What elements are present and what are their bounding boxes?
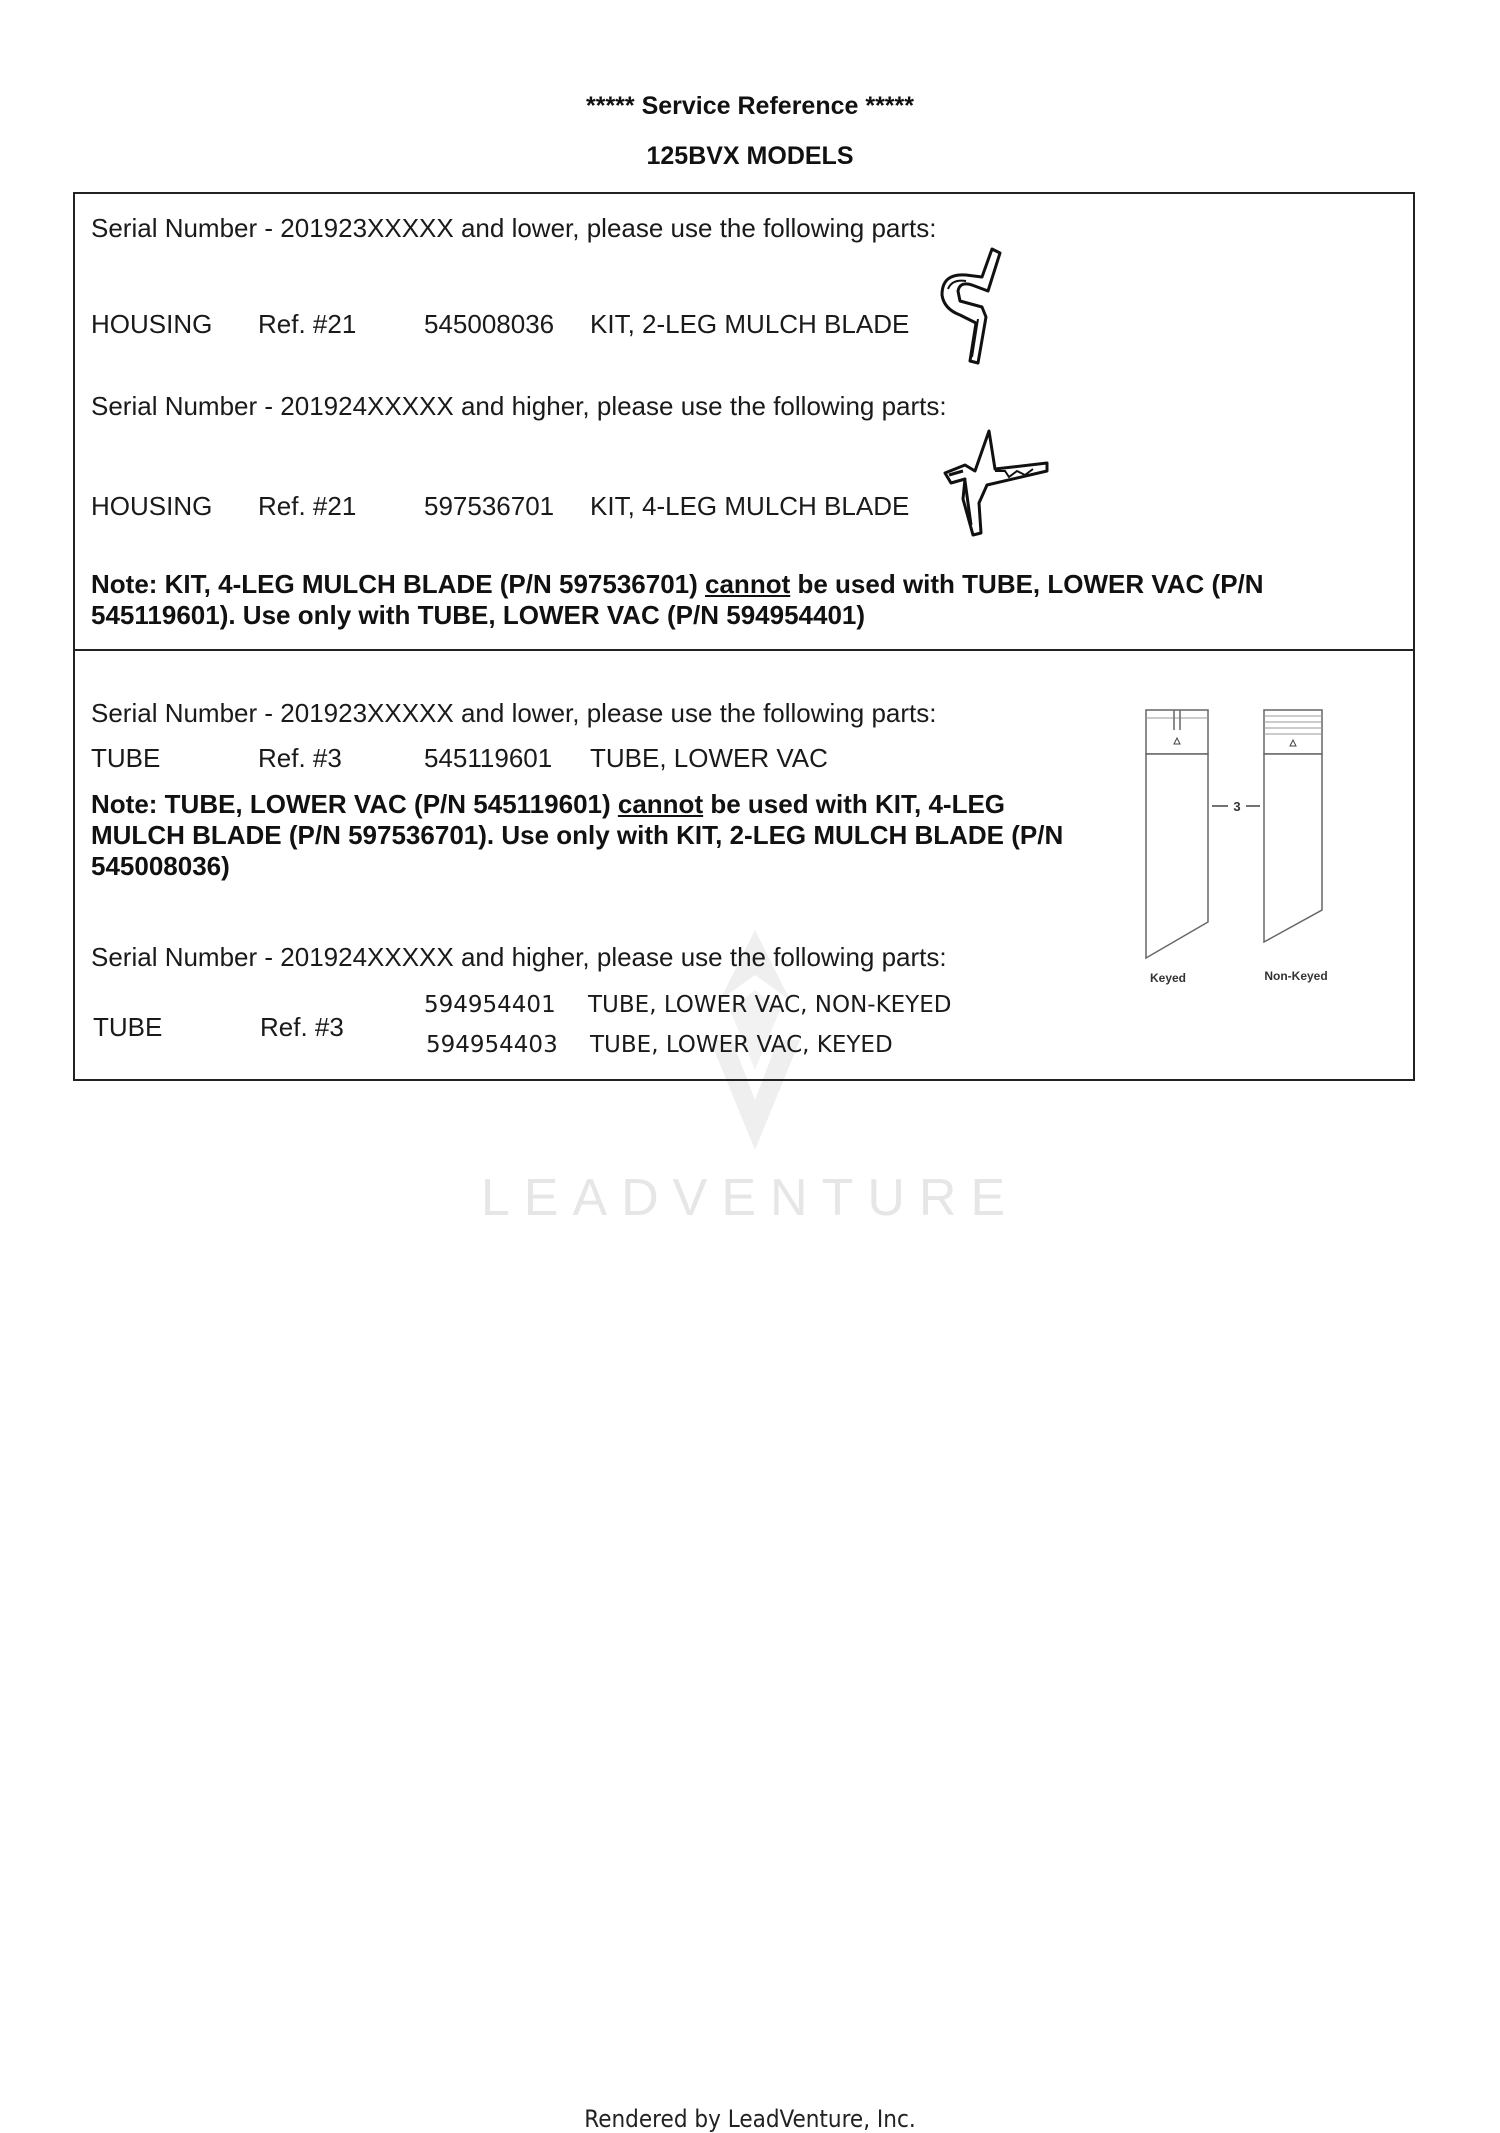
diagram-ref-label: 3 bbox=[1233, 799, 1241, 814]
part-number: 545119601 bbox=[424, 743, 553, 773]
keyed-label: Keyed bbox=[1149, 971, 1187, 985]
part-name: HOUSING bbox=[91, 309, 213, 339]
tube-compatibility-note: Note: TUBE, LOWER VAC (P/N 545119601) cannot be used with KIT, 4-LEG MULCH BLADE (P/N 597536701). Use only with KIT, 2-LEG MULCH BLADE (P/N 545008036) bbox=[91, 789, 1064, 881]
page-header-title: ***** Service Reference ***** bbox=[586, 92, 914, 120]
part-ref: Ref. #21 bbox=[258, 309, 357, 339]
part-ref: Ref. #3 bbox=[258, 743, 342, 773]
serial-higher-text: Serial Number - 201924XXXXX and higher, please use the following parts: bbox=[91, 942, 947, 972]
part-number: 597536701 bbox=[424, 491, 555, 521]
serial-higher-text: Serial Number - 201924XXXXX and higher, please use the following parts: bbox=[91, 391, 947, 421]
part-ref: Ref. #3 bbox=[260, 1012, 344, 1042]
part-description: KIT, 2-LEG MULCH BLADE bbox=[590, 309, 910, 339]
part-description: TUBE, LOWER VAC, NON-KEYED bbox=[588, 992, 952, 1018]
part-number: 594954403 bbox=[426, 1032, 558, 1058]
part-description: TUBE, LOWER VAC bbox=[590, 743, 828, 773]
part-description: KIT, 4-LEG MULCH BLADE bbox=[590, 491, 910, 521]
part-ref: Ref. #21 bbox=[258, 491, 357, 521]
four-leg-mulch-blade-image bbox=[935, 425, 1055, 545]
non-keyed-label: Non-Keyed bbox=[1264, 969, 1328, 983]
lower-vac-tube-diagram bbox=[1140, 700, 1340, 1000]
page-footer: Rendered by LeadVenture, Inc. bbox=[584, 2105, 916, 2133]
part-name: TUBE bbox=[93, 1012, 163, 1042]
part-number: 545008036 bbox=[424, 309, 555, 339]
blade-compatibility-note: Note: KIT, 4-LEG MULCH BLADE (P/N 597536701) cannot be used with TUBE, LOWER VAC (P/N 545119601). Use only with TUBE, LOWER VAC (P/N 594954401) bbox=[91, 569, 1264, 630]
part-name: HOUSING bbox=[91, 491, 213, 521]
part-number: 594954401 bbox=[424, 992, 556, 1018]
serial-lower-text: Serial Number - 201923XXXXX and lower, please use the following parts: bbox=[91, 213, 937, 243]
serial-lower-text: Serial Number - 201923XXXXX and lower, please use the following parts: bbox=[91, 698, 937, 728]
watermark-text: LEADVENTURE bbox=[480, 1169, 1020, 1227]
part-name: TUBE bbox=[91, 743, 161, 773]
part-description: TUBE, LOWER VAC, KEYED bbox=[590, 1032, 893, 1058]
two-leg-mulch-blade-image bbox=[930, 245, 1005, 370]
page-header-models: 125BVX MODELS bbox=[646, 142, 854, 170]
